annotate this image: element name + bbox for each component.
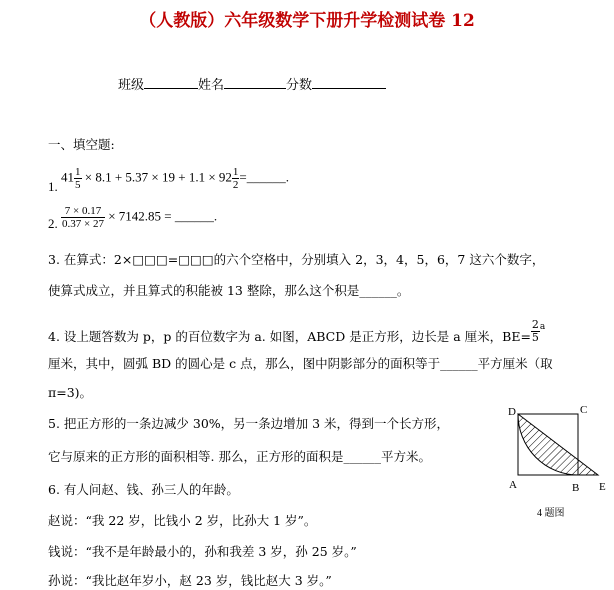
class-label: 班级 (118, 78, 145, 93)
question-3-line-2: 使算式成立，并且算式的积能被 13 整除，那么这个积是______。 (48, 283, 410, 298)
figure-caption: 4 题图 (537, 508, 565, 519)
label-e: E (599, 481, 606, 493)
name-blank[interactable] (224, 76, 286, 89)
score-blank[interactable] (312, 76, 386, 89)
question-5-line-2: 它与原来的正方形的面积相等. 那么，正方形的面积是______平方米。 (48, 449, 431, 464)
question-5-line-1: 5. 把正方形的一条边减少 30%，另一条边增加 3 米，得到一个长方形， (48, 416, 450, 431)
q1-number: 1. (48, 179, 58, 195)
figure-4-diagram (500, 398, 614, 528)
q2-expression: × 7142.85 = ______. (108, 208, 218, 224)
question-4-line-1: 4. 设上题答数为 p，p 的百位数字为 a. 如图，ABCD 是正方形，边长是 a 厘米，BE= $\frac{2}{5}$ $^a$ (48, 318, 546, 344)
shaded-region (518, 414, 598, 475)
q1-whole: 41 (61, 169, 74, 185)
section-heading: 一、填空题: (48, 137, 115, 152)
class-blank[interactable] (144, 76, 198, 89)
q2-fraction: $\frac{7 \times 0.17}{0.37 \times 27}$ (62, 205, 104, 230)
question-4-line-3: π=3)。 (48, 385, 93, 400)
q1-fraction-2: $\frac{1}{2}$ (232, 166, 239, 191)
q2-number: 2. (48, 216, 58, 232)
question-2 (48, 205, 217, 230)
student-info (118, 74, 386, 93)
question-6-qian: 钱说：“我不是年龄最小的，孙和我差 3 岁，孙 25 岁。” (48, 544, 357, 559)
question-1 (48, 166, 290, 195)
question-6-line-1: 6. 有人问赵、钱、孙三人的年龄。 (48, 482, 239, 497)
score-label: 分数 (286, 78, 313, 93)
question-4-line-2: 厘米，其中，圆弧 BD 的圆心是 c 点，那么，图中阴影部分的面积等于______平方厘米（取 (48, 356, 553, 371)
label-c: C (580, 404, 588, 416)
q4-sup-a: a (539, 322, 546, 332)
label-b: B (572, 482, 580, 494)
q4-be-fraction: $\frac{2}{5}$ (531, 318, 539, 344)
q1-fraction: $\frac{1}{5}$ (75, 166, 81, 191)
q1-expression: × 8.1 + 5.37 × 19 + 1.1 × 92 (84, 169, 232, 185)
q1-answer-blank: =______. (239, 169, 290, 185)
name-label: 姓名 (198, 78, 225, 93)
page-title: （人教版）六年级数学下册升学检测试卷 12 (139, 11, 475, 31)
label-a: A (509, 479, 517, 491)
question-6-sun: 孙说：“我比赵年岁小，赵 23 岁，钱比赵大 3 岁。” (48, 573, 332, 588)
question-6-zhao: 赵说：“我 22 岁，比钱小 2 岁，比孙大 1 岁”。 (48, 513, 317, 528)
label-d: D (508, 406, 516, 418)
question-3-line-1: 3. 在算式：2×□□□=□□□的六个空格中，分别填入 2，3，4，5，6，7 这六个数字， (48, 252, 545, 267)
